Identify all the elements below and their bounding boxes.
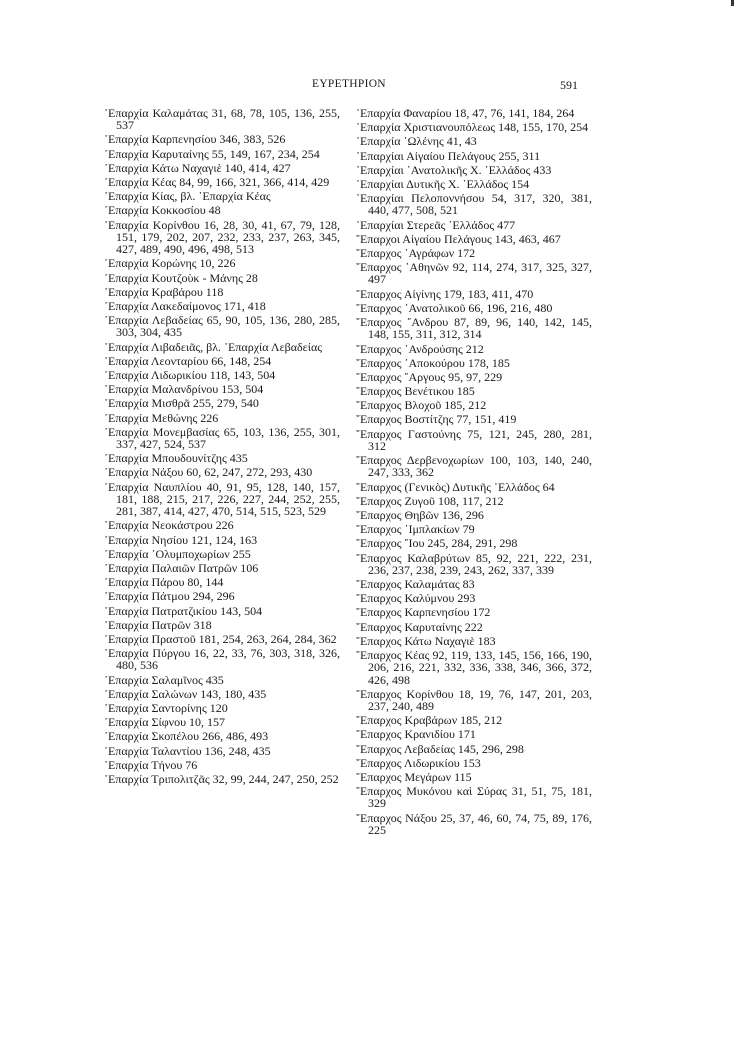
index-entry: ῎Επαρχος Καρυταίνης 222	[356, 619, 483, 634]
index-entry: ᾿Επαρχία Μισθρᾶ 255, 279, 540	[104, 396, 259, 411]
index-entry: ῎Επαρχος Καλαμάτας 83	[356, 577, 475, 592]
index-entry: ῎Επαρχος ᾿Ανατολικοῦ 66, 196, 216, 480	[356, 300, 553, 315]
index-entry: ᾿Επαρχίαι Στερεᾶς ῾Ελλάδος 477	[356, 217, 516, 232]
index-entry: ᾿Επαρχία ᾿Ολυμποχωρίων 255	[104, 546, 251, 561]
index-entry: ᾿Επαρχία Νεοκάστρου 226	[104, 518, 234, 533]
index-entry: ᾿Επαρχία Κουτζοὺκ - Μάνης 28	[104, 270, 258, 285]
index-entry: ᾿Επαρχία Τήνου 76	[104, 757, 198, 772]
page-number: 591	[560, 78, 578, 92]
index-column-right	[356, 107, 592, 838]
index-entry: ῎Επαρχος Αἰγίνης 179, 183, 411, 470	[356, 286, 534, 301]
index-entry: ᾿Επαρχία Νάξου 60, 62, 247, 272, 293, 430	[104, 465, 313, 480]
running-head: ΕΥΡΕΤΗΡΙΟΝ	[312, 78, 386, 90]
index-entry: ᾿Επαρχία Ταλαντίου 136, 248, 435	[104, 743, 271, 758]
index-entry: ᾿Επαρχία Καλαμάτας 31, 68, 78, 105, 136, 255, 537	[104, 106, 340, 133]
index-entry: ῎Επαρχος Θηβῶν 136, 296	[356, 507, 484, 522]
index-entry: ῎Επαρχος Κέας 92, 119, 133, 145, 156, 166, 190, 206, 216, 221, 332, 336, 338, 346, 366, 372, 426, 498	[356, 647, 592, 687]
index-entry: ᾿Επαρχίαι Αἰγαίου Πελάγους 255, 311	[356, 148, 541, 163]
index-entry: ῎Επαρχος Μεγάρων 115	[356, 769, 472, 784]
index-entry: ῎Επαρχος Καλαβρύτων 85, 92, 221, 222, 231, 236, 237, 238, 239, 243, 262, 337, 339	[356, 550, 592, 577]
index-entry: ᾿Επαρχία Σίφνου 10, 157	[104, 715, 226, 730]
index-entry: ῎Επαρχος Καρπενησίου 172	[356, 605, 491, 620]
index-entry: ῎Επαρχος ᾿Ανδρούσης 212	[356, 341, 484, 356]
index-entry: ῎Επαρχος Κορίνθου 18, 19, 76, 147, 201, 203, 237, 240, 489	[356, 686, 592, 714]
index-entry: ῎Επαρχος Βοστίτζης 77, 151, 419	[356, 412, 517, 427]
index-entry: ᾿Επαρχία Πάρου 80, 144	[104, 575, 224, 590]
index-entry: ᾿Επαρχία Κορώνης 10, 226	[104, 256, 236, 271]
index-entry: ᾿Επαρχία Τριπολιτζᾶς 32, 99, 244, 247, 250, 252	[104, 771, 339, 786]
index-entry: ῎Επαρχος Νάξου 25, 37, 46, 60, 74, 75, 89, 176, 225	[356, 810, 592, 837]
index-entry: ῎Επαρχος ᾿Αγράφων 172	[356, 245, 476, 260]
index-entry: ῎Επαρχος Ζυγοῦ 108, 117, 212	[356, 493, 504, 508]
index-entry: ῎Επαρχος ᾿Ιμπλακίων 79	[356, 522, 475, 537]
index-entry: ᾿Επαρχία Μπουδουνίτζης 435	[104, 451, 248, 466]
index-entry: ᾿Επαρχία Σαντορίνης 120	[104, 700, 228, 715]
index-entry: ῎Επαρχος Λιδωρικίου 153	[356, 755, 481, 770]
index-entry: ᾿Επαρχία Φαναρίου 18, 47, 76, 141, 184, 264	[356, 106, 575, 120]
index-entry: ᾿Επαρχίαι Πελοποννήσου 54, 317, 320, 381, 440, 477, 508, 521	[356, 191, 592, 218]
index-entry: ῎Επαρχοι Αἰγαίου Πελάγους 143, 463, 467	[356, 231, 561, 246]
index-entry: ᾿Επαρχία ᾿Ωλένης 41, 43	[356, 134, 477, 149]
index-entry: ᾿Επαρχία Πατρῶν 318	[104, 617, 212, 632]
index-entry: ῎Επαρχος ῎Ιου 245, 284, 291, 298	[356, 536, 518, 551]
index-entry: ᾿Επαρχία Σαλώνων 143, 180, 435	[104, 686, 267, 701]
index-entry: ᾿Επαρχία Κάτω Ναχαγιὲ 140, 414, 427	[104, 160, 291, 175]
index-entry: ῎Επαρχος Κάτω Ναχαγιὲ 183	[356, 633, 496, 648]
index-entry: ᾿Επαρχία Πατρατζικίου 143, 504	[104, 603, 263, 618]
index-entry: ᾿Επαρχία Καρυταίνης 55, 149, 167, 234, 254	[104, 146, 320, 161]
index-entry: ῎Επαρχος Κρανιδίου 171	[356, 727, 476, 742]
index-entry: ᾿Επαρχίαι ᾿Ανατολικῆς Χ. ῾Ελλάδος 433	[356, 162, 552, 177]
page-header	[0, 78, 744, 94]
index-entry: ῎Επαρχος ῎Αργους 95, 97, 229	[356, 369, 503, 384]
index-entry: ῎Επαρχος Καλύμνου 293	[356, 591, 476, 606]
index-entry: ῎Επαρχος Γαστούνης 75, 121, 245, 280, 281, 312	[356, 426, 592, 453]
index-entry: ᾿Επαρχία Σκοπέλου 266, 486, 493	[104, 729, 269, 744]
index-entry: ῎Επαρχος ᾿Αθηνῶν 92, 114, 274, 317, 325, 327, 497	[356, 260, 592, 287]
index-entry: ᾿Επαρχία Μεθώνης 226	[104, 410, 219, 425]
index-entry: ᾿Επαρχία Κέας 84, 99, 166, 321, 366, 414, 429	[104, 175, 330, 190]
index-entry: ῎Επαρχος Μυκόνου καὶ Σύρας 31, 51, 75, 181, 329	[356, 784, 592, 811]
index-entry: ᾿Επαρχία Πάτμου 294, 296	[104, 589, 235, 604]
index-entry: ᾿Επαρχία Μονεμβασίας 65, 103, 136, 255, 301, 337, 427, 524, 537	[104, 424, 340, 452]
index-entry: ᾿Επαρχίαι Δυτικῆς Χ. ῾Ελλάδος 154	[356, 176, 530, 191]
index-entry: ῎Επαρχος Βλοχοῦ 185, 212	[356, 398, 487, 413]
index-entry: ᾿Επαρχία Λακεδαίμονος 171, 418	[104, 298, 266, 313]
index-entry: ᾿Επαρχία Παλαιῶν Πατρῶν 106	[104, 560, 259, 575]
index-entry: ᾿Επαρχία Κορίνθου 16, 28, 30, 41, 67, 79, 128, 151, 179, 202, 207, 232, 233, 237, 263, 345, 427, 489, 490, 496, 498, 513	[104, 217, 340, 257]
index-entry: ᾿Επαρχία Λιδωρικίου 118, 143, 504	[104, 368, 276, 382]
index-entry: ᾿Επαρχία Λιβαδειᾶς, βλ. ᾿Επαρχία Λεβαδείας	[104, 339, 322, 354]
index-entry: ῎Επαρχος Κραβάρων 185, 212	[356, 713, 503, 728]
index-entry: ᾿Επαρχία Πραστοῦ 181, 254, 263, 264, 284, 362	[104, 631, 337, 646]
index-entry: ᾿Επαρχία Λεονταρίου 66, 148, 254	[104, 353, 272, 368]
index-entry: ᾿Επαρχία Σαλαμῖνος 435	[104, 672, 224, 687]
index-entry: ᾿Επαρχία Κίας, βλ. ᾿Επαρχία Κέας	[104, 189, 271, 204]
index-entry: ᾿Επαρχία Χριστιανουπόλεως 148, 155, 170, 254	[356, 120, 589, 135]
index-entry: ᾿Επαρχία Καρπενησίου 346, 383, 526	[104, 132, 286, 147]
index-entry: ῎Επαρχος ῎Ανδρου 87, 89, 96, 140, 142, 145, 148, 155, 311, 312, 314	[356, 315, 592, 342]
index-column-left	[104, 107, 340, 787]
index-entry: ᾿Επαρχία Κοκκοσίου 48	[104, 203, 221, 218]
index-entry: ᾿Επαρχία Νησίου 121, 124, 163	[104, 532, 258, 547]
index-entry: ᾿Επαρχία Μαλανδρίνου 153, 504	[104, 382, 264, 397]
index-entry: ᾿Επαρχία Κραβάρου 118	[104, 284, 224, 299]
index-entry: ῎Επαρχος Δερβενοχωρίων 100, 103, 140, 240, 247, 333, 362	[356, 453, 592, 480]
index-entry: ᾿Επαρχία Πύργου 16, 22, 33, 76, 303, 318, 326, 480, 536	[104, 646, 340, 673]
corner-scan-mark	[731, 0, 734, 6]
index-entry: ῎Επαρχος (Γενικὸς) Δυτικῆς ῾Ελλάδος 64	[356, 479, 555, 494]
index-entry: ῎Επαρχος ᾿Αποκούρου 178, 185	[356, 355, 510, 370]
index-entry: ᾿Επαρχία Ναυπλίου 40, 91, 95, 128, 140, 157, 181, 188, 215, 217, 226, 227, 244, 252, 255, 281, 387, 414, 427, 470, 514, 515, 523, 529	[104, 479, 340, 519]
index-entry: ᾿Επαρχία Λεβαδείας 65, 90, 105, 136, 280, 285, 303, 304, 435	[104, 313, 340, 340]
index-entry: ῎Επαρχος Βενέτικου 185	[356, 384, 475, 399]
index-entry: ῎Επαρχος Λεβαδείας 145, 296, 298	[356, 741, 524, 756]
